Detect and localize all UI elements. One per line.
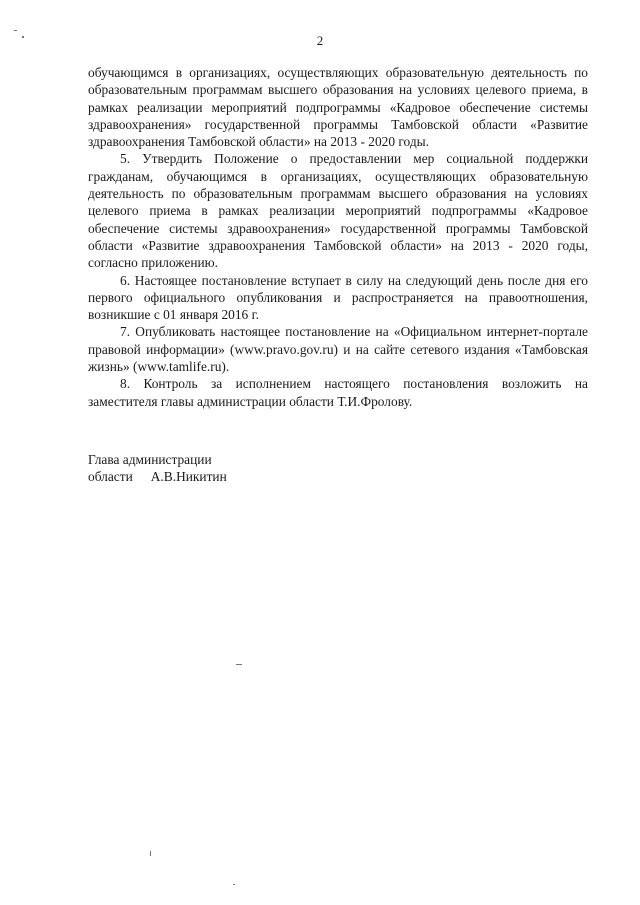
paragraph-item-7: 7. Опубликовать настоящее постановление на «Официальном интернет-портале правовой информации» (www.pravo.gov.ru) и на сайте сетевого издания «Тамбовская жизнь» (www.tamlife.ru). [88, 324, 588, 375]
page-number: 2 [316, 33, 324, 48]
scan-speck [233, 884, 235, 885]
scan-speck [150, 851, 151, 856]
signatory-name: А.В.Никитин [150, 469, 227, 485]
paragraph-continuation: обучающимся в организациях, осуществляющих образовательную деятельность по образовательным программам высшего образования на условиях целевого приема, в рамках реализации мероприятий подпрограммы «Кадровое обеспечение системы здравоохранения» государственной программы Тамбовской области «Развитие здравоохранения Тамбовской области» на 2013 - 2020 годы. [88, 65, 588, 150]
signatory-title-line2: области [88, 469, 133, 485]
signature-block [88, 451, 388, 486]
paragraph-item-5: 5. Утвердить Положение о предоставлении мер социальной поддержки гражданам, обучающимся в организациях, осуществляющих образовательную деятельность по образовательным программам высшего образования на условиях целевого приема в рамках реализации мероприятий подпрограммы «Кадровое обеспечение системы здравоохранения» государственной программы Тамбовской области «Развитие здравоохранения Тамбовской области» на 2013 - 2020 годы, согласно приложению. [88, 151, 588, 271]
document-body [88, 64, 588, 410]
scan-speck [14, 30, 17, 31]
scan-speck [22, 36, 24, 38]
scan-speck [236, 664, 242, 665]
signatory-title-line1: Глава администрации [88, 452, 212, 467]
paragraph-item-6: 6. Настоящее постановление вступает в силу на следующий день после дня его первого официального опубликования и распространяется на правоотношения, возникшие с 01 января 2016 г. [88, 272, 588, 323]
paragraph-item-8: 8. Контроль за исполнением настоящего постановления возложить на заместителя главы администрации области Т.И.Фролову. [88, 376, 588, 409]
signatory-line2 [88, 468, 388, 485]
